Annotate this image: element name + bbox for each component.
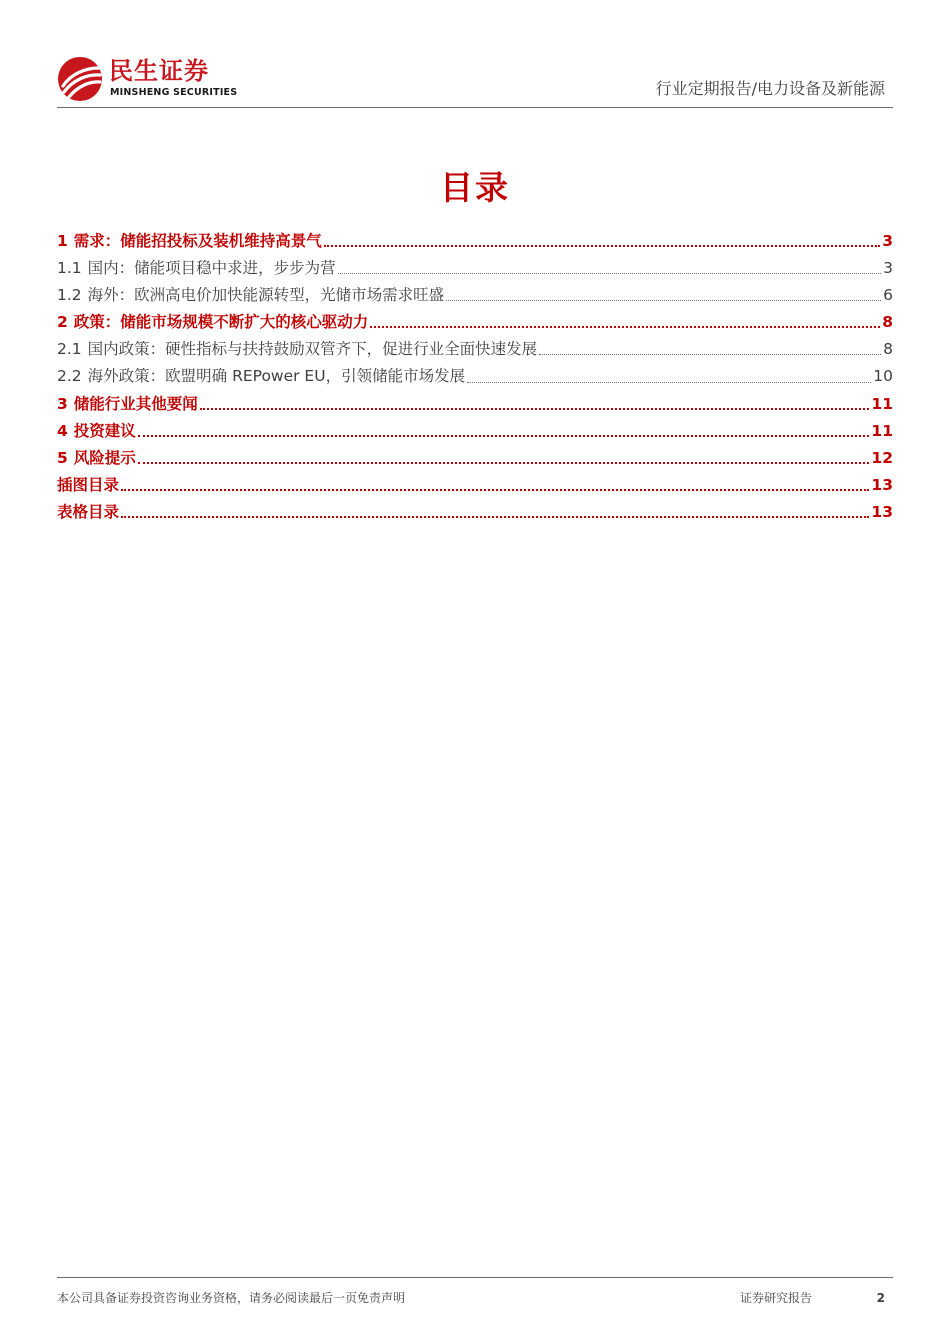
toc-entry-1-2[interactable]: [57, 282, 893, 309]
toc-entry-text: 投资建议: [73, 421, 136, 440]
toc-entry-label: [57, 228, 322, 255]
report-category: 行业定期报告/电力设备及新能源: [655, 79, 885, 98]
toc-leader-dots: [138, 462, 870, 464]
toc-entry-page: 8: [882, 313, 893, 332]
toc-entry-text: 政策：储能市场规模不断扩大的核心驱动力: [73, 313, 369, 332]
toc-entry-page: 3: [883, 259, 893, 278]
toc-leader-dots: [121, 516, 869, 518]
toc-entry-page: 11: [871, 421, 893, 440]
toc-entry-label: [57, 391, 198, 418]
toc-entry-2-2[interactable]: [57, 363, 893, 390]
logo-name-cn: 民生证券: [109, 57, 209, 85]
toc-entry-text: 海外政策：欧盟明确 REPower EU，引领储能市场发展: [87, 367, 466, 386]
toc-entry-label: [57, 499, 119, 526]
toc-entry-number: 1: [57, 232, 68, 250]
table-of-contents: [57, 228, 893, 526]
toc-entry-1[interactable]: [57, 228, 893, 255]
toc-leader-dots: [539, 354, 881, 355]
toc-entry-2-1[interactable]: [57, 336, 893, 363]
toc-entry-number: 2: [57, 313, 68, 332]
toc-entry-number: 5: [57, 448, 68, 467]
toc-entry-page: 10: [873, 367, 893, 386]
toc-entry-text: 插图目录: [57, 475, 120, 494]
toc-entry-label: [57, 255, 336, 282]
toc-entry-4[interactable]: [57, 418, 893, 445]
toc-leader-dots: [200, 408, 870, 410]
footer-document-type: 证券研究报告: [740, 1291, 813, 1305]
toc-title: 目录: [440, 168, 510, 207]
toc-entry-number: 3: [57, 394, 68, 413]
toc-entry-page: 8: [883, 340, 893, 359]
page-number: 2: [876, 1291, 885, 1305]
toc-entry-text: 需求：储能招投标及装机维持高景气: [73, 232, 322, 250]
toc-entry-1-1[interactable]: [57, 255, 893, 282]
toc-entry-label: [57, 336, 537, 363]
toc-entry-figure-index[interactable]: [57, 472, 893, 499]
toc-entry-text: 储能行业其他要闻: [73, 394, 198, 413]
toc-entry-page: 12: [871, 448, 893, 467]
toc-entry-text: 国内政策：硬性指标与扶持鼓励双管齐下，促进行业全面快速发展: [87, 340, 538, 359]
toc-leader-dots: [338, 273, 881, 274]
toc-entry-page: 6: [883, 286, 893, 305]
toc-entry-text: 海外：欧洲高电价加快能源转型，光储市场需求旺盛: [87, 286, 445, 305]
toc-leader-dots: [324, 245, 880, 247]
toc-entry-page: 3: [882, 232, 893, 250]
toc-leader-dots: [138, 435, 870, 437]
toc-entry-page: 13: [871, 502, 893, 521]
toc-leader-dots: [467, 382, 871, 383]
toc-entry-label: [57, 418, 136, 445]
toc-entry-text: 国内：储能项目稳中求进，步步为营: [87, 259, 336, 278]
toc-entry-number: 1.1: [57, 259, 82, 278]
toc-leader-dots: [370, 326, 880, 328]
toc-entry-label: [57, 472, 119, 499]
toc-entry-number: 2.1: [57, 340, 82, 359]
toc-entry-5[interactable]: [57, 445, 893, 472]
toc-entry-number: 4: [57, 421, 68, 440]
company-logo: [57, 56, 257, 104]
toc-entry-2[interactable]: [57, 309, 893, 336]
header-divider: [57, 107, 893, 108]
toc-leader-dots: [446, 300, 881, 301]
toc-entry-text: 表格目录: [57, 502, 120, 521]
minsheng-logo-icon: [57, 56, 103, 102]
toc-entry-3[interactable]: [57, 391, 893, 418]
toc-entry-label: [57, 363, 465, 390]
toc-entry-number: 1.2: [57, 286, 82, 305]
toc-entry-page: 11: [871, 394, 893, 413]
toc-entry-label: [57, 282, 444, 309]
toc-entry-number: 2.2: [57, 367, 82, 386]
toc-entry-text: 风险提示: [73, 448, 136, 467]
footer-disclaimer: 本公司具备证券投资咨询业务资格，请务必阅读最后一页免责声明: [57, 1291, 406, 1305]
toc-entry-label: [57, 309, 368, 336]
toc-entry-page: 13: [871, 475, 893, 494]
footer-divider: [57, 1277, 893, 1278]
toc-leader-dots: [121, 489, 869, 491]
toc-entry-table-index[interactable]: [57, 499, 893, 526]
logo-name-en: MINSHENG SECURITIES: [110, 87, 238, 98]
toc-entry-label: [57, 445, 136, 472]
